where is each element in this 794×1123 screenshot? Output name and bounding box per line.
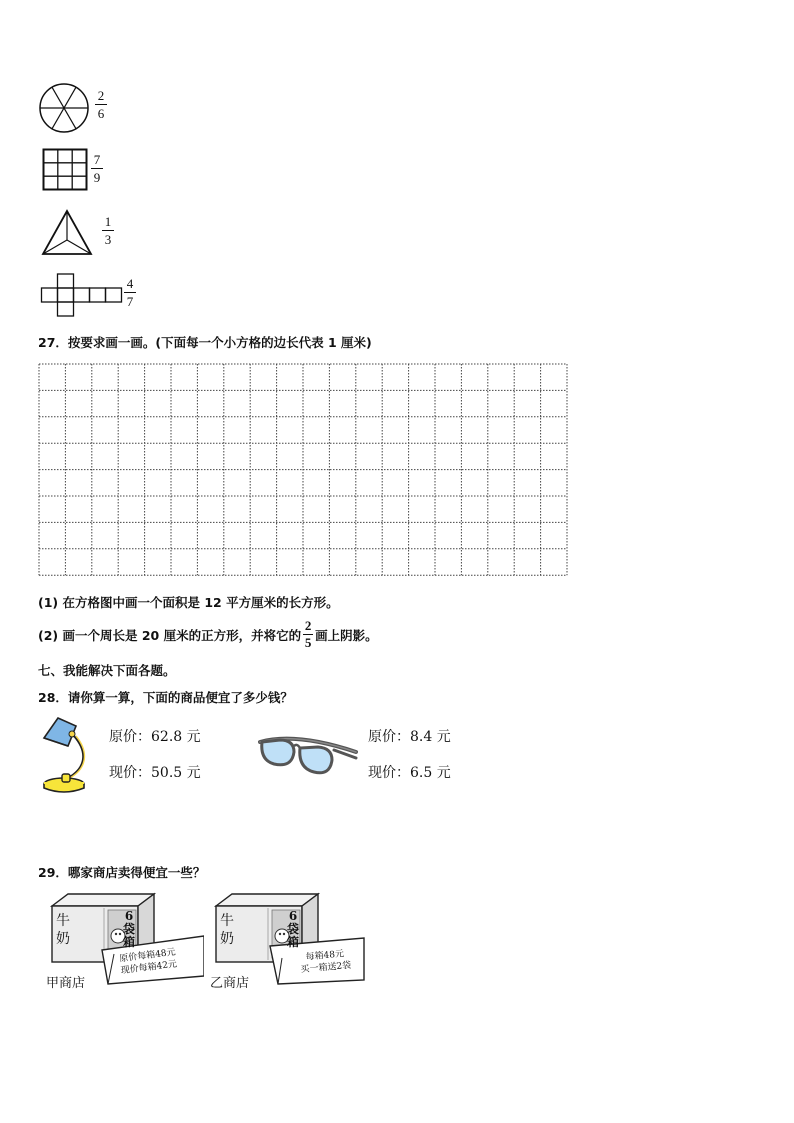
box-badge-number: 6 (288, 909, 298, 923)
store-a-sign-line-2: 现价每箱42元 (120, 959, 178, 977)
box-label (220, 912, 234, 948)
item-2-text-after: 画上阴影。 (315, 628, 378, 643)
box-label-line-2: 奶 (56, 931, 70, 947)
fraction-numerator: 4 (126, 276, 134, 291)
item-2-text-before: (2) 画一个周长是 20 厘米的正方形，并将它的 (38, 628, 302, 643)
cube-net-figure (40, 272, 124, 318)
fraction-cube-net (124, 276, 136, 309)
store-a-sign-line-1: 原价每箱48元 (118, 947, 177, 965)
triangle-thirds-figure (40, 208, 96, 258)
question-27-item-1: (1) 在方格图中画一个面积是 12 平方厘米的长方形。 (38, 595, 339, 610)
glasses-current-price: 现价：6.5 元 (368, 765, 451, 781)
box-badge-number: 6 (124, 909, 134, 923)
fraction-denominator: 3 (104, 232, 112, 247)
fraction-denominator: 7 (126, 294, 134, 309)
fraction-denominator: 6 (97, 106, 105, 121)
question-27-title: 27．按要求画一画。(下面每一个小方格的边长代表 1 厘米) (38, 335, 372, 350)
circle-sixths-figure (38, 82, 94, 134)
store-b-sign-line-2: 买一箱送2袋 (300, 960, 352, 976)
store-b-sign-line-1: 每箱48元 (305, 949, 345, 963)
store-b-label: 乙商店 (210, 976, 250, 991)
lamp-original-price: 原价：62.8 元 (109, 729, 201, 745)
fraction-circle (95, 88, 107, 121)
item-2-fraction (303, 619, 313, 650)
box-badge-unit: 袋 (287, 922, 300, 936)
box-label-line-1: 牛 (56, 913, 70, 929)
fraction-triangle (102, 214, 114, 247)
lamp-current-price: 现价：50.5 元 (109, 765, 201, 781)
glasses-illustration (256, 728, 360, 780)
desk-lamp-illustration (38, 712, 90, 794)
box-badge (287, 910, 299, 949)
box-badge (123, 910, 135, 949)
fraction-numerator: 1 (104, 214, 112, 229)
question-29-title: 29．哪家商店卖得便宜一些？ (38, 865, 206, 880)
grid-ninths-figure (42, 148, 90, 192)
question-27-item-2 (38, 618, 378, 652)
fraction-denominator: 9 (93, 170, 101, 185)
box-label-line-1: 牛 (220, 913, 234, 929)
fraction-numerator: 7 (93, 152, 101, 167)
question-28-title: 28．请你算一算，下面的商品便宜了多少钱？ (38, 690, 293, 705)
box-badge-unit-2: 箱 (123, 935, 136, 949)
fraction-denominator: 5 (304, 635, 312, 650)
glasses-original-price: 原价：8.4 元 (368, 729, 451, 745)
store-b-price-sign (299, 948, 352, 976)
fraction-numerator: 2 (97, 88, 105, 103)
box-badge-unit: 袋 (123, 922, 136, 936)
store-a-label: 甲商店 (46, 976, 86, 991)
box-label-line-2: 奶 (220, 931, 234, 947)
box-badge-unit-2: 箱 (287, 935, 300, 949)
box-label (56, 912, 70, 948)
drawing-grid[interactable] (38, 363, 570, 577)
fraction-grid (91, 152, 103, 185)
fraction-numerator: 2 (304, 618, 312, 633)
section-7-heading: 七、我能解决下面各题。 (38, 663, 176, 678)
